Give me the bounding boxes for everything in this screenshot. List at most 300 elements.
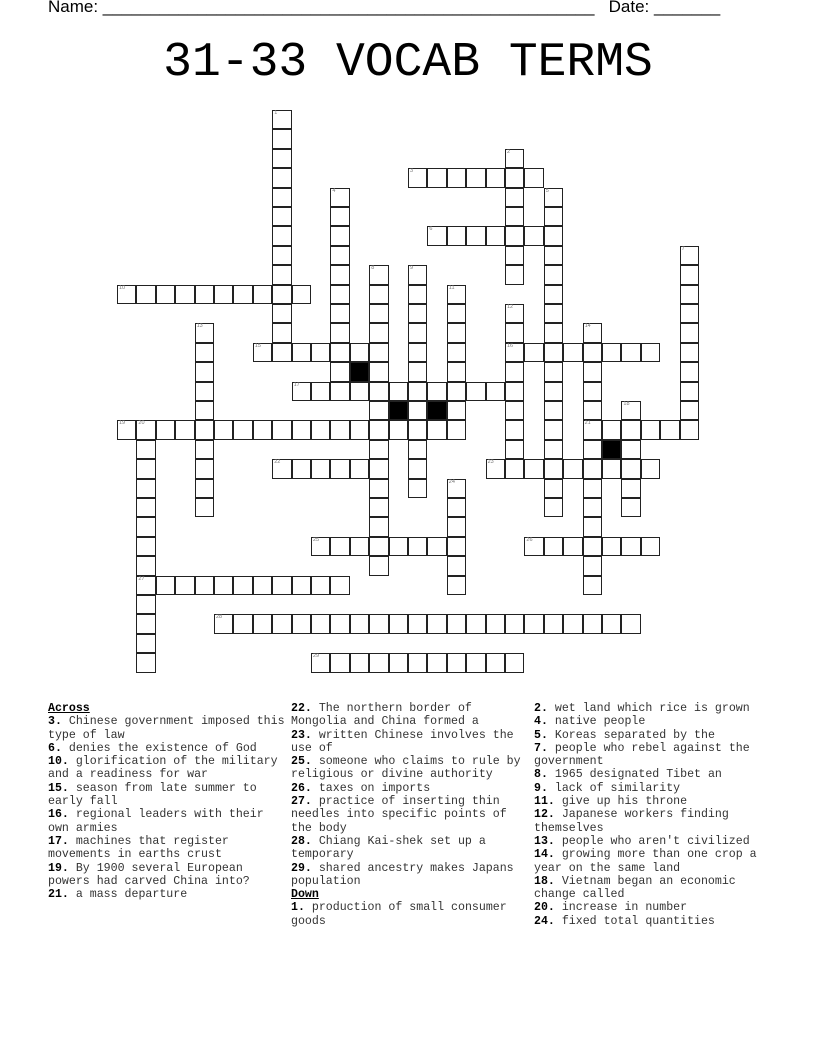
grid-cell[interactable]: [233, 420, 252, 439]
grid-cell[interactable]: [369, 556, 388, 575]
grid-cell[interactable]: [330, 614, 349, 633]
grid-cell[interactable]: [505, 653, 524, 672]
grid-cell[interactable]: [544, 207, 563, 226]
grid-cell[interactable]: [447, 304, 466, 323]
grid-cell[interactable]: [195, 576, 214, 595]
grid-cell[interactable]: [641, 420, 660, 439]
grid-cell[interactable]: [408, 479, 427, 498]
grid-cell[interactable]: [156, 576, 175, 595]
grid-cell[interactable]: [621, 343, 640, 362]
grid-cell[interactable]: [272, 265, 291, 284]
grid-cell[interactable]: [447, 556, 466, 575]
grid-cell[interactable]: [389, 420, 408, 439]
date-field[interactable]: Date: _______: [608, 0, 721, 16]
grid-cell[interactable]: [311, 459, 330, 478]
grid-cell[interactable]: [253, 343, 272, 362]
grid-cell[interactable]: [486, 226, 505, 245]
grid-cell[interactable]: [136, 440, 155, 459]
grid-cell[interactable]: [350, 382, 369, 401]
grid-cell[interactable]: [330, 362, 349, 381]
grid-cell[interactable]: [660, 420, 679, 439]
grid-cell[interactable]: [369, 265, 388, 284]
grid-cell[interactable]: [505, 207, 524, 226]
grid-cell[interactable]: [621, 498, 640, 517]
grid-cell[interactable]: [447, 401, 466, 420]
grid-cell[interactable]: [427, 653, 446, 672]
grid-cell[interactable]: [214, 614, 233, 633]
grid-cell[interactable]: [156, 285, 175, 304]
grid-cell[interactable]: [408, 614, 427, 633]
grid-cell[interactable]: [544, 246, 563, 265]
grid-cell[interactable]: [524, 168, 543, 187]
grid-cell[interactable]: [447, 576, 466, 595]
grid-cell[interactable]: [466, 614, 485, 633]
grid-cell[interactable]: [447, 168, 466, 187]
grid-cell[interactable]: [447, 362, 466, 381]
grid-cell[interactable]: [505, 246, 524, 265]
grid-cell[interactable]: [369, 517, 388, 536]
down-clue: 24. fixed total quantities: [534, 914, 715, 928]
grid-cell[interactable]: [195, 382, 214, 401]
grid-cell[interactable]: [427, 420, 446, 439]
grid-cell[interactable]: [136, 634, 155, 653]
grid-cell[interactable]: [272, 576, 291, 595]
grid-cell[interactable]: [253, 614, 272, 633]
grid-cell[interactable]: [583, 479, 602, 498]
grid-cell[interactable]: [272, 188, 291, 207]
grid-cell[interactable]: [505, 459, 524, 478]
grid-cell[interactable]: [544, 304, 563, 323]
grid-cell[interactable]: [214, 420, 233, 439]
grid-cell[interactable]: [408, 440, 427, 459]
grid-cell[interactable]: [272, 285, 291, 304]
grid-cell[interactable]: [544, 537, 563, 556]
grid-cell[interactable]: [389, 614, 408, 633]
grid-cell[interactable]: [544, 323, 563, 342]
grid-cell[interactable]: [544, 343, 563, 362]
clue-number: 4: [332, 187, 336, 194]
grid-cell[interactable]: [350, 653, 369, 672]
grid-cell[interactable]: [544, 420, 563, 439]
grid-cell[interactable]: [583, 556, 602, 575]
grid-cell[interactable]: [408, 653, 427, 672]
grid-cell[interactable]: [621, 537, 640, 556]
grid-cell[interactable]: [272, 149, 291, 168]
grid-cell[interactable]: [175, 420, 194, 439]
name-field[interactable]: Name: ____________________________________________________: [48, 0, 595, 16]
grid-cell[interactable]: [311, 576, 330, 595]
grid-cell[interactable]: [330, 576, 349, 595]
grid-cell[interactable]: [408, 343, 427, 362]
grid-cell[interactable]: [641, 459, 660, 478]
grid-cell[interactable]: [583, 323, 602, 342]
grid-cell[interactable]: [272, 110, 291, 129]
grid-cell[interactable]: [369, 323, 388, 342]
grid-cell[interactable]: [330, 382, 349, 401]
grid-cell[interactable]: [621, 614, 640, 633]
grid-cell[interactable]: [408, 304, 427, 323]
grid-cell[interactable]: [214, 285, 233, 304]
grid-cell[interactable]: [195, 362, 214, 381]
grid-cell[interactable]: [505, 168, 524, 187]
grid-cell[interactable]: [195, 498, 214, 517]
grid-cell[interactable]: [621, 459, 640, 478]
grid-cell[interactable]: [272, 226, 291, 245]
grid-cell[interactable]: [505, 149, 524, 168]
grid-cell[interactable]: [272, 129, 291, 148]
clue-number: 6: [429, 226, 433, 233]
grid-cell[interactable]: [447, 614, 466, 633]
grid-cell[interactable]: [680, 304, 699, 323]
grid-cell[interactable]: [311, 382, 330, 401]
grid-cell[interactable]: [136, 556, 155, 575]
grid-cell[interactable]: [408, 420, 427, 439]
grid-cell[interactable]: [602, 537, 621, 556]
grid-cell[interactable]: [350, 459, 369, 478]
grid-cell[interactable]: [505, 362, 524, 381]
across-header: Across: [48, 702, 90, 715]
grid-cell[interactable]: [292, 459, 311, 478]
grid-cell[interactable]: [369, 440, 388, 459]
grid-cell[interactable]: [330, 459, 349, 478]
grid-cell[interactable]: [214, 576, 233, 595]
clue-number: 26: [526, 536, 533, 543]
grid-cell[interactable]: [136, 653, 155, 672]
grid-cell[interactable]: [505, 323, 524, 342]
grid-cell[interactable]: [505, 343, 524, 362]
grid-cell[interactable]: [195, 459, 214, 478]
grid-cell[interactable]: [330, 246, 349, 265]
grid-cell[interactable]: [466, 382, 485, 401]
down-clue: 1. production of small consumer goods: [291, 901, 507, 928]
grid-cell[interactable]: [583, 401, 602, 420]
grid-cell[interactable]: [117, 285, 136, 304]
grid-cell[interactable]: [524, 459, 543, 478]
across-clue: 27. practice of inserting thin needles into specific points of the body: [291, 795, 507, 835]
clue-number: 14: [584, 323, 591, 330]
grid-cell[interactable]: [583, 362, 602, 381]
grid-cell[interactable]: [680, 323, 699, 342]
clue-number: 23: [487, 459, 494, 466]
page-title: 31-33 VOCAB TERMS: [163, 36, 653, 90]
down-clue: 8. 1965 designated Tibet an: [534, 768, 722, 782]
grid-cell[interactable]: [505, 420, 524, 439]
grid-cell[interactable]: [136, 479, 155, 498]
grid-cell[interactable]: [350, 343, 369, 362]
grid-cell[interactable]: [369, 420, 388, 439]
down-clue: 11. give up his throne: [534, 795, 688, 809]
grid-cell[interactable]: [350, 420, 369, 439]
grid-cell[interactable]: [447, 285, 466, 304]
grid-cell[interactable]: [621, 420, 640, 439]
clue-number: 21: [584, 420, 591, 427]
grid-cell[interactable]: [330, 285, 349, 304]
grid-cell[interactable]: [544, 479, 563, 498]
grid-cell[interactable]: [466, 226, 485, 245]
grid-cell[interactable]: [505, 226, 524, 245]
grid-cell[interactable]: [621, 479, 640, 498]
grid-cell[interactable]: [330, 207, 349, 226]
grid-cell[interactable]: [544, 440, 563, 459]
grid-cell[interactable]: [136, 498, 155, 517]
grid-cell[interactable]: [680, 265, 699, 284]
grid-cell[interactable]: [311, 537, 330, 556]
grid-cell[interactable]: [369, 362, 388, 381]
grid-cell[interactable]: [544, 226, 563, 245]
grid-cell[interactable]: [427, 226, 446, 245]
grid-cell[interactable]: [563, 537, 582, 556]
grid-cell[interactable]: [272, 323, 291, 342]
grid-cell[interactable]: [408, 401, 427, 420]
grid-cell[interactable]: [292, 382, 311, 401]
grid-cell[interactable]: [486, 614, 505, 633]
grid-cell[interactable]: [505, 382, 524, 401]
down-clue: 20. increase in number: [534, 901, 688, 915]
grid-cell[interactable]: [544, 401, 563, 420]
grid-cell[interactable]: [583, 420, 602, 439]
grid-cell[interactable]: [563, 343, 582, 362]
grid-cell[interactable]: [427, 168, 446, 187]
grid-cell[interactable]: [136, 517, 155, 536]
grid-cell[interactable]: [408, 265, 427, 284]
grid-cell[interactable]: [175, 285, 194, 304]
clues-column-3: [534, 702, 784, 928]
grid-cell[interactable]: [272, 459, 291, 478]
grid-cell[interactable]: [195, 285, 214, 304]
grid-cell[interactable]: [447, 343, 466, 362]
grid-cell[interactable]: [369, 537, 388, 556]
grid-cell[interactable]: [680, 343, 699, 362]
grid-cell[interactable]: [486, 382, 505, 401]
grid-cell[interactable]: [272, 614, 291, 633]
grid-cell[interactable]: [505, 188, 524, 207]
grid-cell[interactable]: [447, 382, 466, 401]
grid-cell[interactable]: [195, 401, 214, 420]
grid-cell[interactable]: [447, 653, 466, 672]
grid-cell[interactable]: [544, 265, 563, 284]
grid-cell[interactable]: [486, 168, 505, 187]
grid-cell[interactable]: [136, 285, 155, 304]
black-cell: [602, 440, 621, 459]
grid-cell[interactable]: [524, 614, 543, 633]
grid-cell[interactable]: [621, 401, 640, 420]
grid-cell[interactable]: [272, 420, 291, 439]
grid-cell[interactable]: [427, 614, 446, 633]
grid-cell[interactable]: [602, 459, 621, 478]
across-clue: 17. machines that register movements in earths crust: [48, 834, 229, 862]
grid-cell[interactable]: [136, 420, 155, 439]
grid-cell[interactable]: [408, 382, 427, 401]
grid-cell[interactable]: [524, 537, 543, 556]
grid-cell[interactable]: [583, 614, 602, 633]
grid-cell[interactable]: [369, 614, 388, 633]
grid-cell[interactable]: [544, 285, 563, 304]
grid-cell[interactable]: [583, 459, 602, 478]
grid-cell[interactable]: [272, 304, 291, 323]
grid-cell[interactable]: [369, 653, 388, 672]
grid-cell[interactable]: [175, 576, 194, 595]
grid-cell[interactable]: [680, 246, 699, 265]
grid-cell[interactable]: [544, 459, 563, 478]
grid-cell[interactable]: [408, 362, 427, 381]
grid-cell[interactable]: [447, 517, 466, 536]
grid-cell[interactable]: [369, 498, 388, 517]
grid-cell[interactable]: [253, 285, 272, 304]
grid-cell[interactable]: [447, 323, 466, 342]
grid-cell[interactable]: [272, 168, 291, 187]
clue-number: 20: [138, 420, 145, 427]
grid-cell[interactable]: [563, 614, 582, 633]
grid-cell[interactable]: [369, 479, 388, 498]
grid-cell[interactable]: [563, 459, 582, 478]
grid-cell[interactable]: [583, 440, 602, 459]
grid-cell[interactable]: [447, 498, 466, 517]
grid-cell[interactable]: [505, 614, 524, 633]
grid-cell[interactable]: [195, 420, 214, 439]
grid-cell[interactable]: [641, 343, 660, 362]
grid-cell[interactable]: [272, 343, 291, 362]
grid-cell[interactable]: [195, 479, 214, 498]
name-date-line: [48, 0, 720, 17]
grid-cell[interactable]: [583, 517, 602, 536]
grid-cell[interactable]: [544, 614, 563, 633]
grid-cell[interactable]: [427, 382, 446, 401]
grid-cell[interactable]: [311, 653, 330, 672]
grid-cell[interactable]: [233, 576, 252, 595]
grid-cell[interactable]: [583, 537, 602, 556]
grid-cell[interactable]: [408, 537, 427, 556]
grid-cell[interactable]: [369, 285, 388, 304]
grid-cell[interactable]: [641, 537, 660, 556]
grid-cell[interactable]: [330, 653, 349, 672]
grid-cell[interactable]: [602, 343, 621, 362]
grid-cell[interactable]: [408, 168, 427, 187]
grid-cell[interactable]: [369, 459, 388, 478]
grid-cell[interactable]: [369, 382, 388, 401]
grid-cell[interactable]: [156, 420, 175, 439]
grid-cell[interactable]: [466, 168, 485, 187]
across-clue: 10. glorification of the military and a readiness for war: [48, 755, 278, 782]
clue-number: 10: [119, 284, 126, 291]
grid-cell[interactable]: [389, 537, 408, 556]
grid-cell[interactable]: [233, 285, 252, 304]
across-clue: 21. a mass departure: [48, 888, 188, 902]
grid-cell[interactable]: [330, 226, 349, 245]
grid-cell[interactable]: [311, 420, 330, 439]
clue-number: 28: [216, 614, 223, 621]
grid-cell[interactable]: [680, 362, 699, 381]
grid-cell[interactable]: [272, 207, 291, 226]
grid-cell[interactable]: [272, 246, 291, 265]
grid-cell[interactable]: [233, 614, 252, 633]
down-clue: 7. people who rebel against the government: [534, 741, 750, 769]
grid-cell[interactable]: [583, 382, 602, 401]
grid-cell[interactable]: [621, 440, 640, 459]
grid-cell[interactable]: [602, 614, 621, 633]
grid-cell[interactable]: [136, 576, 155, 595]
grid-cell[interactable]: [136, 595, 155, 614]
grid-cell[interactable]: [195, 323, 214, 342]
grid-cell[interactable]: [486, 459, 505, 478]
grid-cell[interactable]: [292, 285, 311, 304]
grid-cell[interactable]: [505, 304, 524, 323]
grid-cell[interactable]: [330, 188, 349, 207]
grid-cell[interactable]: [330, 304, 349, 323]
grid-cell[interactable]: [544, 382, 563, 401]
grid-cell[interactable]: [292, 420, 311, 439]
grid-cell[interactable]: [311, 343, 330, 362]
grid-cell[interactable]: [544, 362, 563, 381]
grid-cell[interactable]: [136, 537, 155, 556]
grid-cell[interactable]: [330, 265, 349, 284]
down-clue: 14. growing more than one crop a year on the same land: [534, 848, 757, 875]
grid-cell[interactable]: [253, 576, 272, 595]
grid-cell[interactable]: [583, 343, 602, 362]
grid-cell[interactable]: [330, 343, 349, 362]
grid-cell[interactable]: [505, 401, 524, 420]
grid-cell[interactable]: [330, 537, 349, 556]
grid-cell[interactable]: [330, 323, 349, 342]
grid-cell[interactable]: [680, 420, 699, 439]
grid-cell[interactable]: [117, 420, 136, 439]
grid-cell[interactable]: [544, 498, 563, 517]
grid-cell[interactable]: [311, 614, 330, 633]
grid-cell[interactable]: [350, 614, 369, 633]
clue-number: 19: [119, 420, 126, 427]
grid-cell[interactable]: [292, 343, 311, 362]
grid-cell[interactable]: [369, 401, 388, 420]
grid-cell[interactable]: [680, 401, 699, 420]
down-clue: 9. lack of similarity: [534, 781, 681, 795]
clue-number: 9: [410, 265, 414, 272]
grid-cell[interactable]: [524, 343, 543, 362]
grid-cell[interactable]: [330, 420, 349, 439]
grid-cell[interactable]: [136, 459, 155, 478]
grid-cell[interactable]: [408, 459, 427, 478]
grid-cell[interactable]: [447, 420, 466, 439]
grid-cell[interactable]: [389, 653, 408, 672]
grid-cell[interactable]: [292, 576, 311, 595]
grid-cell[interactable]: [408, 323, 427, 342]
grid-cell[interactable]: [195, 343, 214, 362]
grid-cell[interactable]: [583, 498, 602, 517]
clue-number: 8: [371, 265, 375, 272]
grid-cell[interactable]: [369, 304, 388, 323]
grid-cell[interactable]: [602, 420, 621, 439]
grid-cell[interactable]: [389, 382, 408, 401]
grid-cell[interactable]: [447, 537, 466, 556]
grid-cell[interactable]: [253, 420, 272, 439]
grid-cell[interactable]: [369, 343, 388, 362]
grid-cell[interactable]: [486, 653, 505, 672]
grid-cell[interactable]: [524, 226, 543, 245]
grid-cell[interactable]: [544, 188, 563, 207]
grid-cell[interactable]: [427, 537, 446, 556]
grid-cell[interactable]: [466, 653, 485, 672]
grid-cell[interactable]: [505, 440, 524, 459]
grid-cell[interactable]: [447, 226, 466, 245]
grid-cell[interactable]: [680, 285, 699, 304]
grid-cell[interactable]: [350, 537, 369, 556]
grid-cell[interactable]: [583, 576, 602, 595]
grid-cell[interactable]: [408, 285, 427, 304]
grid-cell[interactable]: [195, 440, 214, 459]
grid-cell[interactable]: [136, 614, 155, 633]
grid-cell[interactable]: [505, 265, 524, 284]
grid-cell[interactable]: [680, 382, 699, 401]
grid-cell[interactable]: [292, 614, 311, 633]
grid-cell[interactable]: [447, 479, 466, 498]
